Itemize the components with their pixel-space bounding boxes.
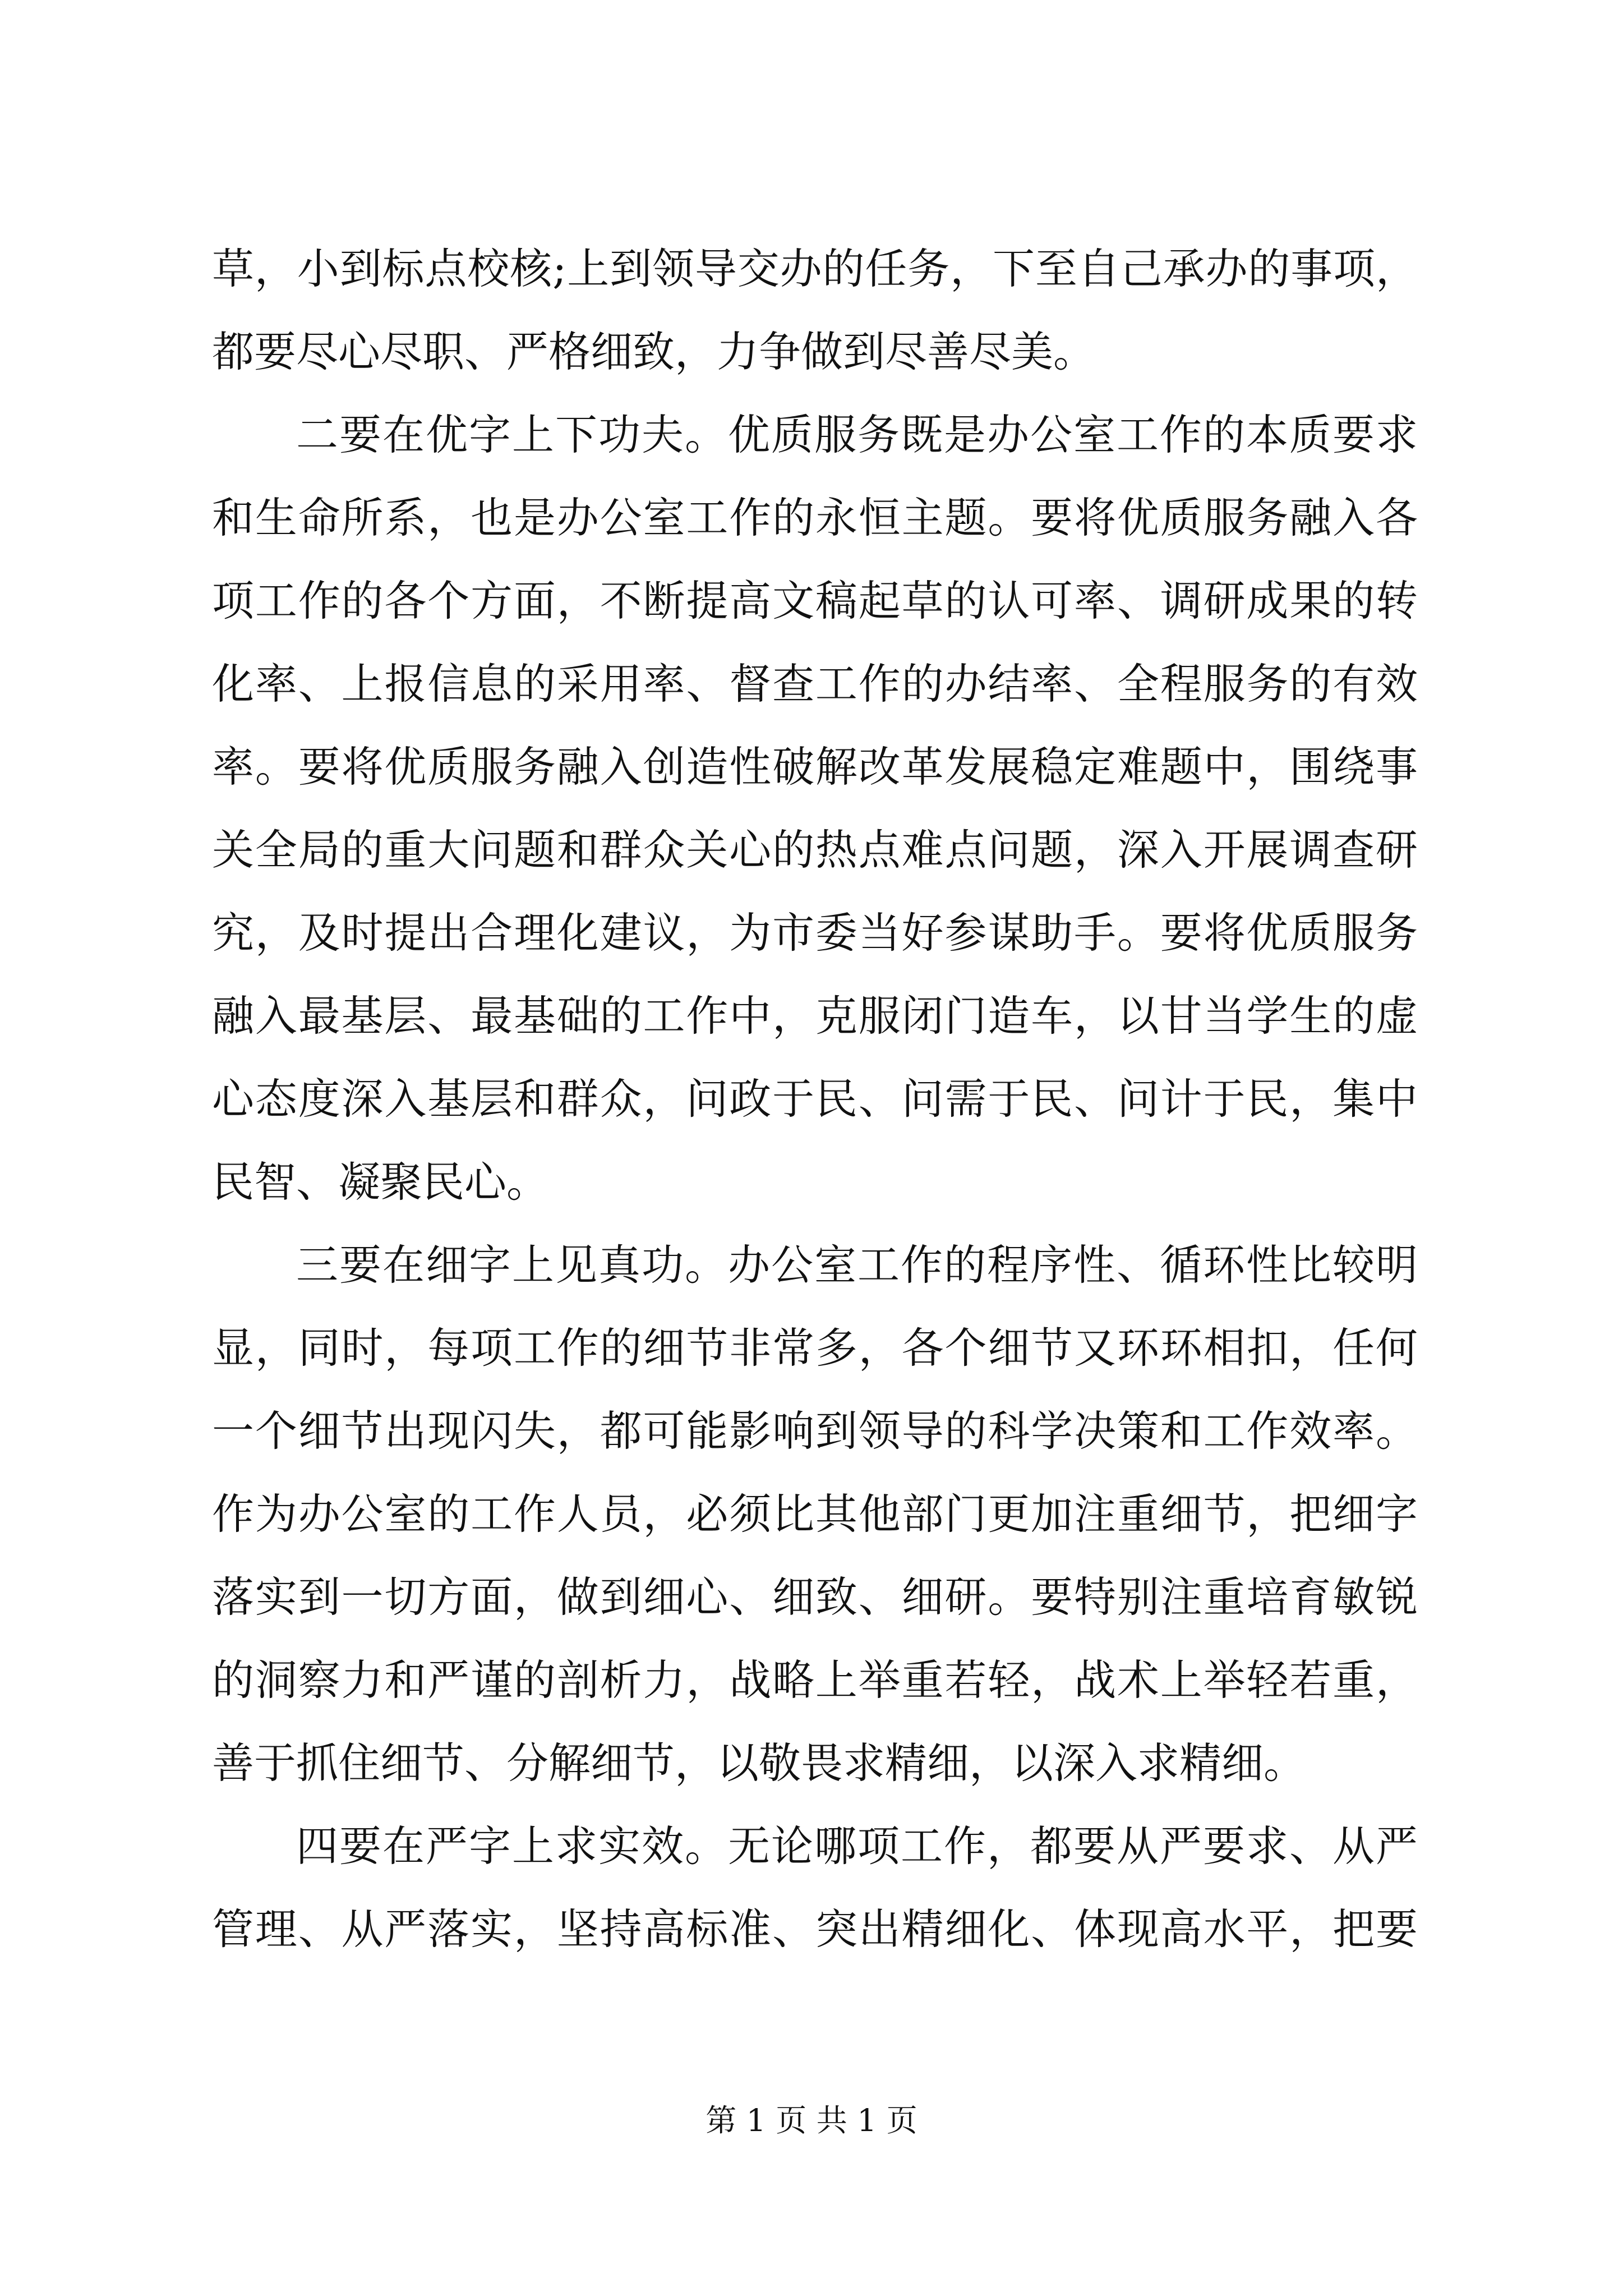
text-line: 善于抓住细节、分解细节，以敬畏求精细，以深入求精细。 xyxy=(212,1738,1306,1788)
text-line: 究，及时提出合理化建议，为市委当好参谋助手。要将优质服务 xyxy=(212,908,1418,958)
text-line: 一个细节出现闪失，都可能影响到领导的科学决策和工作效率。 xyxy=(212,1406,1418,1456)
text-line: 关全局的重大问题和群众关心的热点难点问题，深入开展调查研 xyxy=(212,825,1418,875)
text-line: 和生命所系，也是办公室工作的永恒主题。要将优质服务融入各 xyxy=(212,493,1418,542)
text-line: 的洞察力和严谨的剖析力，战略上举重若轻，战术上举轻若重， xyxy=(212,1655,1418,1705)
text-line: 化率、上报信息的采用率、督查工作的办结率、全程服务的有效 xyxy=(212,659,1418,708)
text-line: 显，同时，每项工作的细节非常多，各个细节又环环相扣，任何 xyxy=(212,1323,1418,1373)
text-line: 草，小到标点校核;上到领导交办的任务，下至自己承办的事项， xyxy=(212,244,1418,293)
page-footer: 第 1 页 共 1 页 xyxy=(706,2102,917,2138)
text-line: 落实到一切方面，做到细心、细致、细研。要特别注重培育敏锐 xyxy=(212,1572,1418,1622)
text-line: 作为办公室的工作人员，必须比其他部门更加注重细节，把细字 xyxy=(212,1489,1418,1539)
text-line: 都要尽心尽职、严格细致，力争做到尽善尽美。 xyxy=(212,327,1096,376)
paragraph-first-line: 二要在优字上下功夫。优质服务既是办公室工作的本质要求 xyxy=(296,410,1418,459)
paragraph-first-line: 三要在细字上见真功。办公室工作的程序性、循环性比较明 xyxy=(296,1240,1418,1290)
text-line: 管理、从严落实，坚持高标准、突出精细化、体现高水平，把要 xyxy=(212,1904,1418,1954)
body-text xyxy=(212,227,1418,1971)
text-line: 项工作的各个方面，不断提高文稿起草的认可率、调研成果的转 xyxy=(212,576,1418,625)
text-line: 心态度深入基层和群众，问政于民、问需于民、问计于民，集中 xyxy=(212,1074,1418,1124)
text-line: 民智、凝聚民心。 xyxy=(212,1157,549,1207)
text-line: 率。要将优质服务融入创造性破解改革发展稳定难题中，围绕事 xyxy=(212,742,1418,792)
paragraph-first-line: 四要在严字上求实效。无论哪项工作，都要从严要求、从严 xyxy=(296,1821,1418,1871)
text-line: 融入最基层、最基础的工作中，克服闭门造车，以甘当学生的虚 xyxy=(212,991,1418,1041)
